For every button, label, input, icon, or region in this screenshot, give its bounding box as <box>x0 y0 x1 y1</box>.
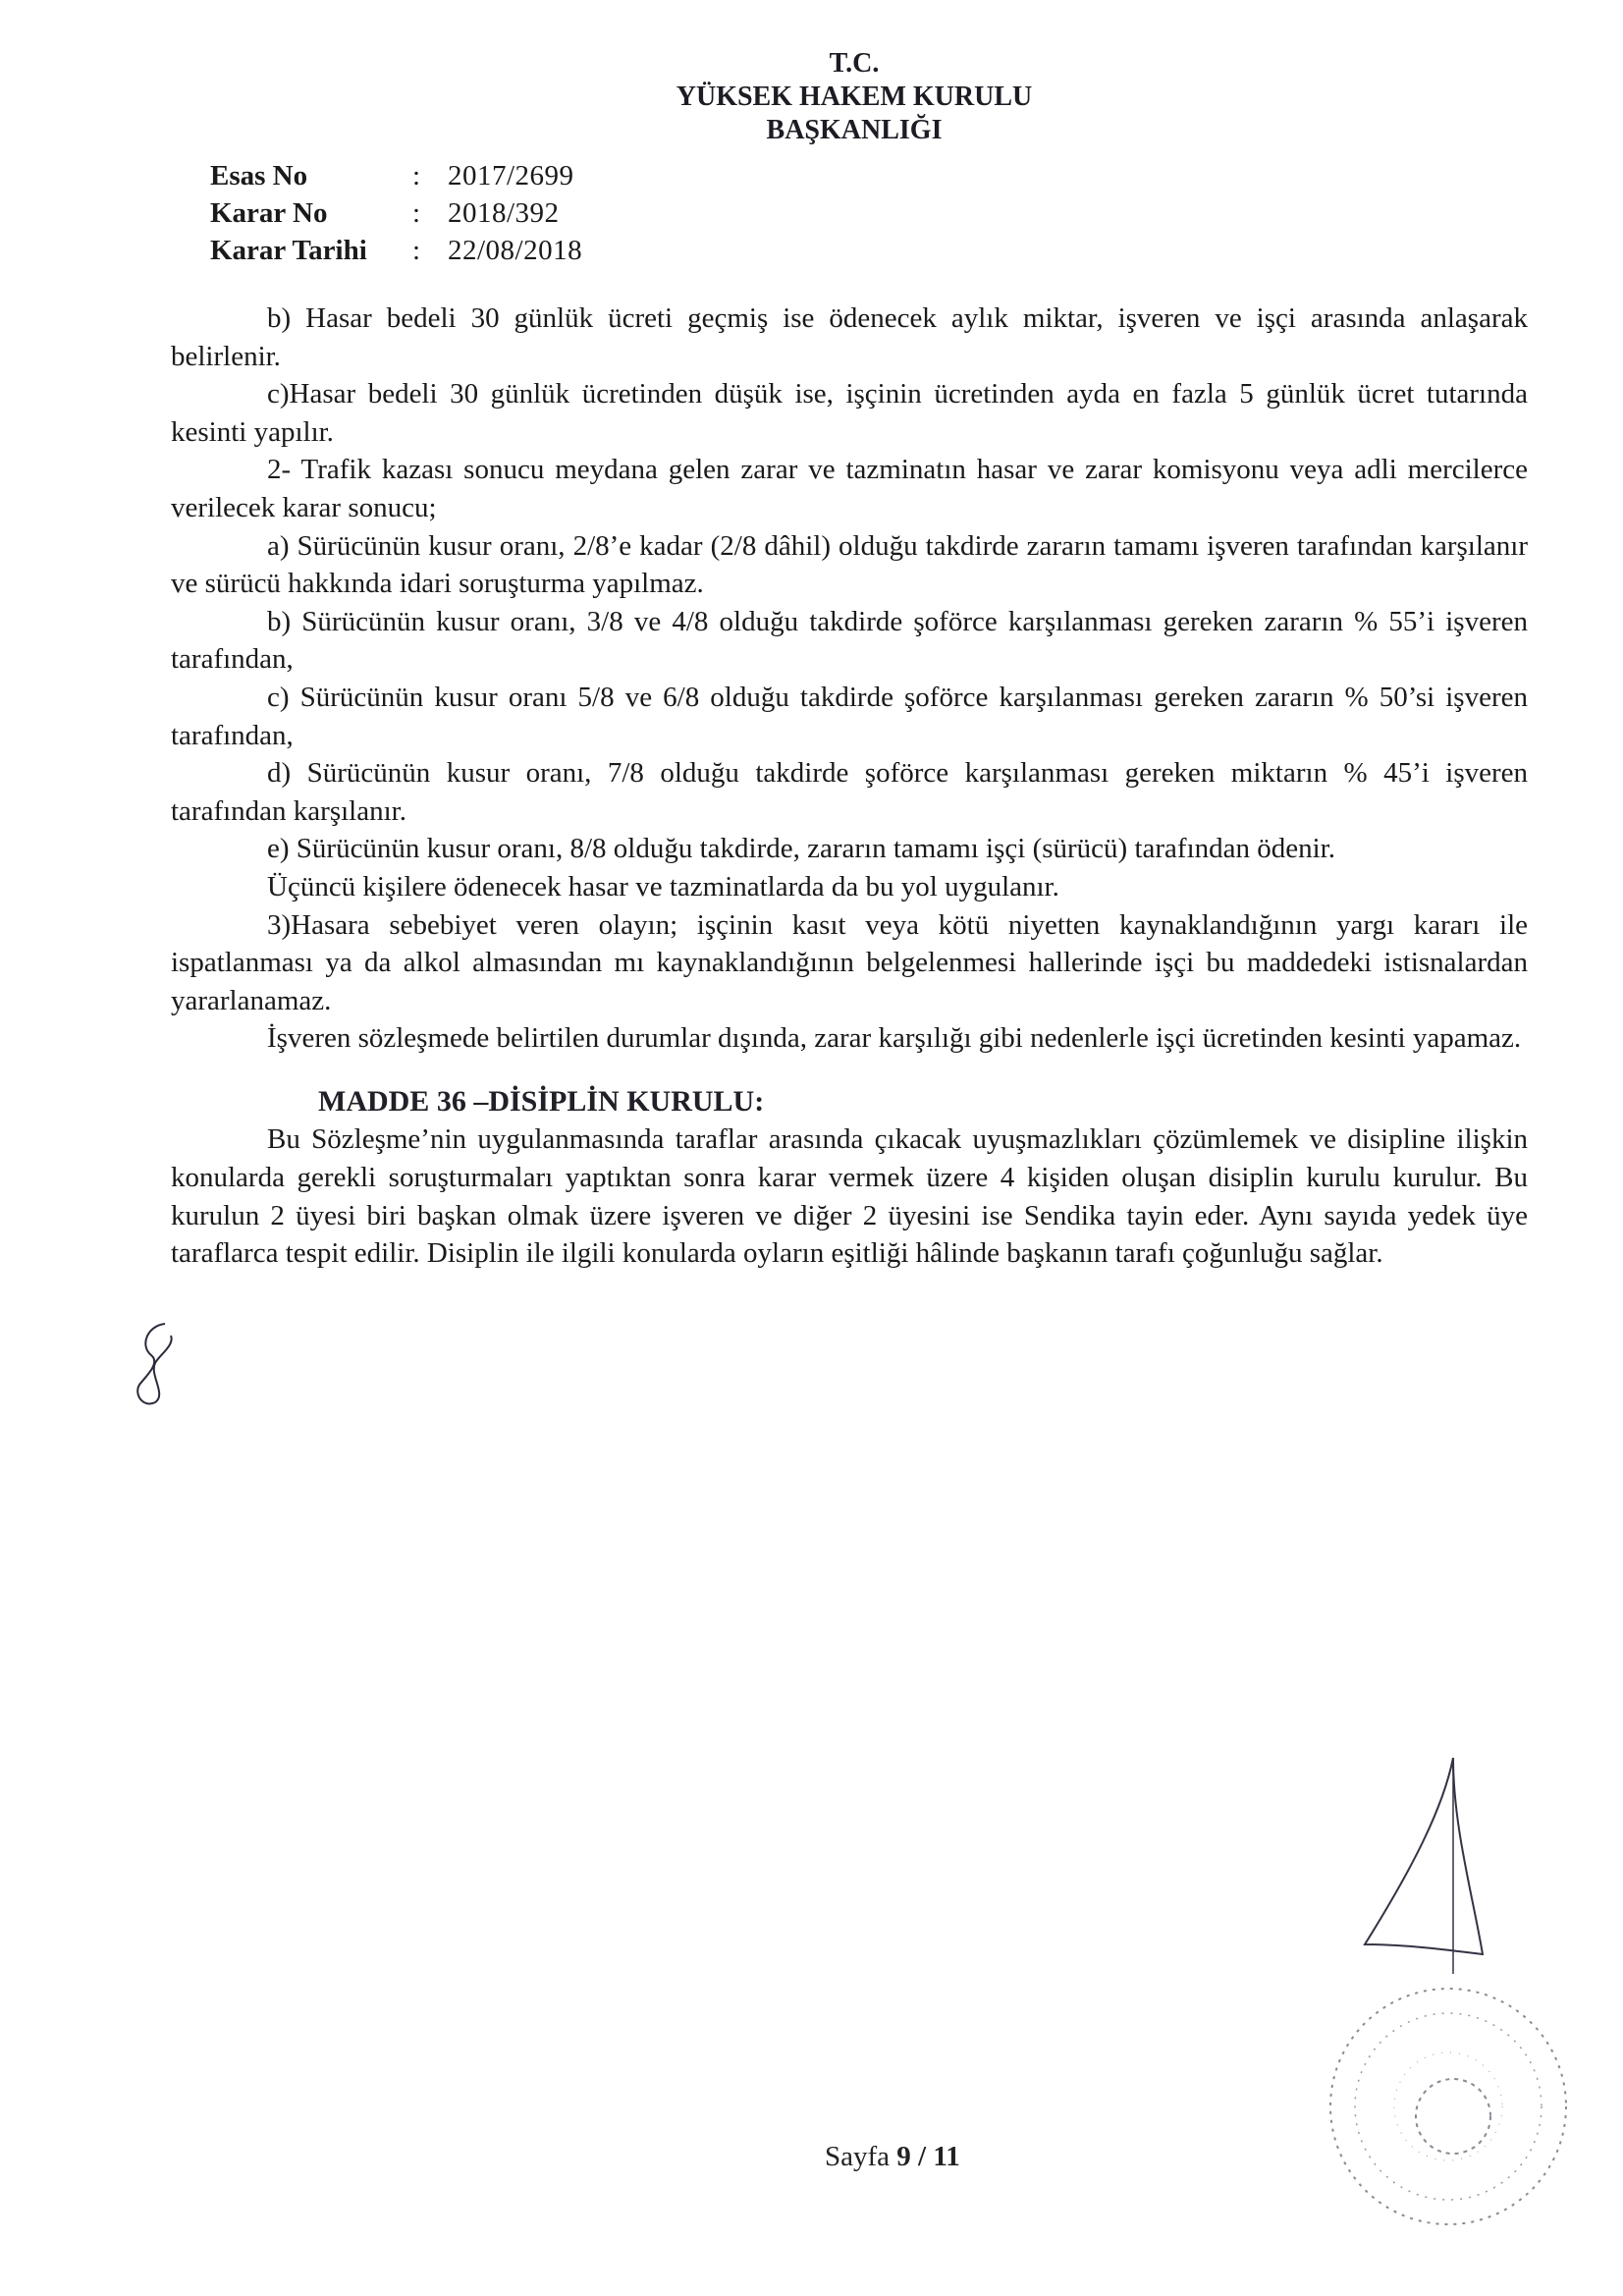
paragraph: a) Sürücünün kusur oranı, 2/8’e kadar (2/8 dâhil) olduğu takdirde zararın tamamı işveren tarafından karşılanır ve sürücü hakkında idari soruşturma yapılmaz. <box>171 529 1528 600</box>
paragraph: İşveren sözleşmede belirtilen durumlar dışında, zarar karşılığı gibi nedenlerle işçi ücretinden kesinti yapamaz. <box>267 1022 1522 1055</box>
paragraph: c)Hasar bedeli 30 günlük ücretinden düşük ise, işçinin ücretinden ayda en fazla 5 günlük ücret tutarında kesinti yapılır. <box>171 378 1528 448</box>
tarih-value: 22/08/2018 <box>448 235 583 266</box>
header-tc: T.C. <box>829 48 880 79</box>
karar-separator: : <box>412 197 421 229</box>
karar-row <box>210 194 582 232</box>
page-separator: / <box>918 2141 927 2172</box>
paragraph: b) Hasar bedeli 30 günlük ücreti geçmiş ise ödenecek aylık miktar, işveren ve işçi arasında anlaşarak belirlenir. <box>171 302 1528 372</box>
article-text: Bu Sözleşme’nin uygulanmasında taraflar arasında çıkacak uyuşmazlıkları çözümlemek ve disipline ilişkin konularda gerekli soruşturmaları yaptıktan sonra karar vermek üzere 4 kişiden oluşan disiplin kurulu kurulur. Bu kurulun 2 üyesi biri başkan olmak üzere işveren ve diğer 2 üyesini ise Sendika tayin eder. Aynı sayıda yedek üye taraflarca tespit edilir. Disiplin ile ilgili konularda oyların eşitliği hâlinde başkanın tarafı çoğunluğu sağlar. <box>171 1123 1528 1270</box>
article-heading: MADDE 36 –DİSİPLİN KURULU: <box>318 1084 765 1118</box>
paragraph: 2- Trafik kazası sonucu meydana gelen zarar ve tazminatın hasar ve zarar komisyonu veya adli mercilerce verilecek karar sonucu; <box>171 454 1528 523</box>
page-prefix: Sayfa <box>825 2141 891 2172</box>
page-current: 9 <box>896 2141 911 2172</box>
header-department: BAŞKANLIĞI <box>766 115 943 145</box>
esas-row <box>210 157 582 194</box>
esas-label: Esas No <box>210 160 308 191</box>
esas-separator: : <box>412 160 421 191</box>
tarih-separator: : <box>412 235 421 266</box>
karar-value: 2018/392 <box>448 197 560 229</box>
official-seal-icon <box>1306 1964 1591 2249</box>
case-metadata <box>210 157 582 269</box>
paragraph: b) Sürücünün kusur oranı, 3/8 ve 4/8 olduğu takdirde şoförce karşılanması gereken zararın % 55’i işveren tarafından, <box>171 605 1528 676</box>
initial-signature-icon <box>126 1316 185 1414</box>
paragraph: d) Sürücünün kusur oranı, 7/8 olduğu takdirde şoförce karşılanması gereken miktarın % 45’i işveren tarafından karşılanır. <box>171 757 1528 827</box>
paragraph: e) Sürücünün kusur oranı, 8/8 olduğu takdirde, zararın tamamı işçi (sürücü) tarafından ödenir. <box>267 833 1335 865</box>
karar-label: Karar No <box>210 197 328 229</box>
document-body <box>171 300 1528 1273</box>
header-institution: YÜKSEK HAKEM KURULU <box>676 82 1033 112</box>
document-header <box>550 47 1159 147</box>
handwritten-signature-icon <box>1306 1748 1502 1984</box>
tarih-label: Karar Tarihi <box>210 235 367 266</box>
paragraph: c) Sürücünün kusur oranı 5/8 ve 6/8 olduğu takdirde şoförce karşılanması gereken zararın % 50’si işveren tarafından, <box>171 681 1528 751</box>
page-number <box>825 2141 960 2173</box>
page-total: 11 <box>933 2141 960 2172</box>
tarih-row <box>210 232 582 269</box>
paragraph: 3)Hasara sebebiyet veren olayın; işçinin kasıt veya kötü niyetten kaynaklandığının yargı kararı ile ispatlanması ya da alkol almasından mı kaynaklandığının belgelenmesi hallerinde işçi bu maddedeki istisnalardan yararlanamaz. <box>171 908 1528 1016</box>
esas-value: 2017/2699 <box>448 160 574 191</box>
paragraph: Üçüncü kişilere ödenecek hasar ve tazminatlarda da bu yol uygulanır. <box>267 870 1059 902</box>
